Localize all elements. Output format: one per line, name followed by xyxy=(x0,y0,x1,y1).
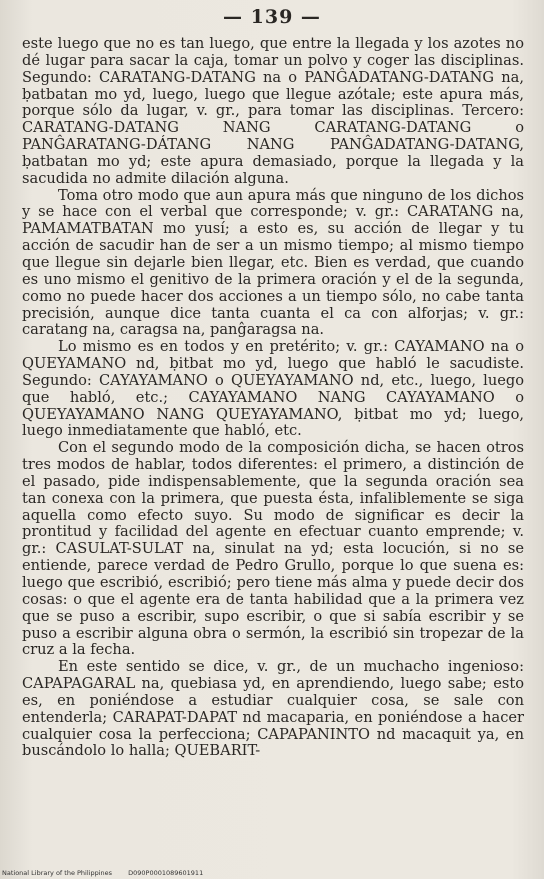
page-body xyxy=(22,36,524,760)
paragraph-3: Lo mismo es en todos y en pretérito; v. gr.: CAYAMANO na o QUEYAMANO nd, ḅitbat mo yd, luego que habló le sacudiste. Segundo: CAYAYAMANO o QUEYAYAMANO nd, etc., luego, luego que habló, etc.; CAYAYAMANO NANG CAYAYAMANO o QUEYAYAMANO NANG QUEYAYAMANO, ḅitbat mo yd; luego, luego inmediatamente que habló, etc. xyxy=(22,338,524,440)
footer-code: D090P0001089601911 xyxy=(128,869,204,877)
paragraph-5: En este sentido se dice, v. gr., de un muchacho ingenioso: CAPAPAGARAL na, quebiasa yd, en aprendiendo, luego sabe; esto es, en poniéndose a estudiar cualquier cosa, se sale con entenderla; CARAPAT-DAPAT nd macaparia, en poniéndose a hacer cualquier cosa la perfecciona; CAPAPANINTO nd macaquit ya, en buscándolo lo halla; QUEBARIT- xyxy=(22,658,524,760)
paragraph-2: Toma otro modo que aun apura más que ninguno de los dichos y se hace con el verbal que corresponde; v. gr.: CARATANG na, PAMAMATBATAN mo yusí; a esto es, su acción de llegar y tu acción de sacudir han de ser a un mismo tiempo; al mismo tiempo que llegue sin dejarle bien llegar, etc. Bien es verdad, que cuando es uno mismo el genitivo de la primera oración y el de la segunda, como no puede hacer dos acciones a un tiempo sólo, no cabe tanta precisión, aunque dice tanta cuanta el ca con alforjas; v. gr.: caratang na, caragsa na, panĝaragsa na. xyxy=(22,186,524,339)
page-number: — 139 — xyxy=(223,6,321,28)
paragraph-4: Con el segundo modo de la composición dicha, se hacen otros tres modos de hablar, todos diferentes: el primero, a distinción de el pasado, pide indispensablemente, que la segunda oración sea tan conexa con la primera, que puesta ésta, infaliblemente se siga aquella como efecto suyo. Su modo de significar es decir la prontitud y facilidad del agente en efectuar cuanto emprende; v. gr.: CASULAT-SULAT na, sinulat na yd; esta locución, si no se entiende, parece verdad de Pedro Grullo, porque lo que suena es: luego que escribió, escribió; pero tiene más alma y puede decir dos cosas: o que el agente era de tanta habilidad que a la primera vez que se puso a escribir, supo escribir, o que si sabía escribir y se puso a escribir alguna obra o sermón, la escribió sin tropezar de la cruz a la fecha. xyxy=(22,439,524,659)
footer-source: National Library of the Philippines xyxy=(2,869,113,877)
paragraph-1: este luego que no es tan luego, que entre la llegada y los azotes no dé lugar para sacar la caja, tomar un polvo y coger las disciplinas. Segundo: CARATANG-DATANG na o PANĜADATANG-DATANG na, ḅatbatan mo yd, luego, luego que llegue azótale; este apura más, porque sólo da lugar, v. gr., para tomar las disciplinas. Tercero: CARATANG-DATANG NANG CARATANG-DATANG o PANĜARATANG-DÁTANG NANG PANĜADATANG-DATANG, ḅatbatan mo yd; este apura demasiado, porque la llegada y la sacudida no admite dilación alguna. xyxy=(22,35,524,187)
scan-footer xyxy=(2,869,542,877)
